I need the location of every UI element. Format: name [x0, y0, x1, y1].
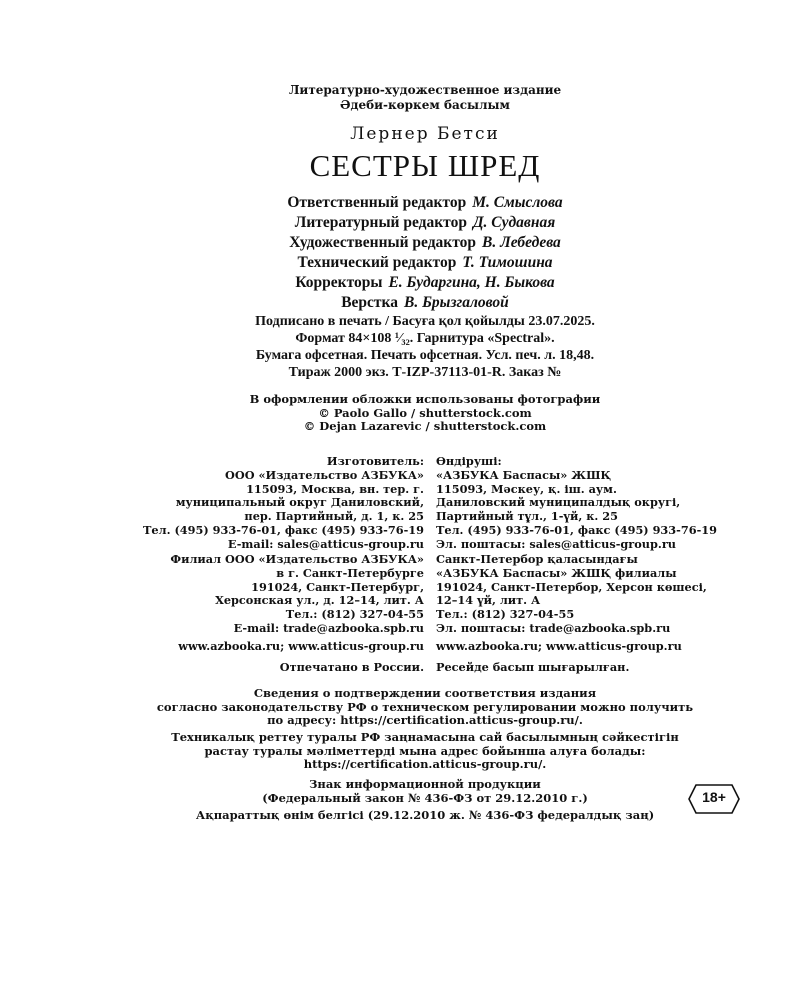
- staff-role: Технический редактор: [297, 254, 457, 271]
- edition-type-kz: Әдеби-көркем басылым: [340, 98, 510, 112]
- branch-ru: [120, 553, 424, 636]
- branch-kz-line: Эл. поштасы: trade@azbooka.spb.ru: [436, 620, 671, 635]
- branch-ru-line: Херсонская ул., д. 12–14, лит. А: [215, 593, 424, 608]
- branch-kz-line: Тел.: (812) 327-04-55: [436, 607, 575, 622]
- manufacturer-ru-line: муниципальный округ Даниловский,: [175, 495, 424, 510]
- branch-ru-line: 191024, Санкт-Петербург,: [251, 579, 424, 594]
- staff-name: Е. Бударгина, Н. Быкова: [388, 274, 555, 291]
- info-sign-kz: Ақпараттық өнім белгісі (29.12.2010 ж. № 436-ФЗ федералдық заң): [195, 808, 655, 822]
- staff-name: В. Лебедева: [482, 234, 561, 251]
- manufacturer-kz: [436, 455, 756, 552]
- staff-line: [0, 293, 800, 313]
- info-sign-law: (Федеральный закон № 436-ФЗ от 29.12.2010 г.): [262, 790, 588, 805]
- branch-ru-line: Тел.: (812) 327-04-55: [285, 607, 424, 622]
- staff-name: Т. Тимошина: [462, 254, 553, 271]
- branch-kz: [436, 553, 756, 636]
- manufacturer-ru-line: Изготовитель:: [326, 454, 424, 468]
- print-info-signed: Подписано в печать / Басуға қол қойылды 23.07.2025.: [255, 314, 595, 329]
- staff-role: Художественный редактор: [289, 234, 477, 251]
- staff-role: Верстка: [341, 294, 398, 311]
- manufacturer-ru: [120, 455, 424, 552]
- print-info: [0, 313, 800, 381]
- staff-name: Д. Судавная: [472, 214, 556, 231]
- branch-ru-line: E-mail: trade@azbooka.spb.ru: [233, 620, 424, 635]
- manufacturer-ru-line: 115093, Москва, вн. тер. г.: [246, 481, 424, 496]
- staff-line: [0, 233, 800, 253]
- staff-line: [0, 193, 800, 213]
- staff-role: Литературный редактор: [294, 214, 467, 231]
- manufacturer-kz-line: «АЗБУКА Баспасы» ЖШҚ: [436, 467, 612, 482]
- info-sign: [0, 778, 800, 805]
- manufacturer-kz-line: Өндіруші:: [436, 454, 502, 468]
- manufacturer-ru-line: Тел. (495) 933-76-01, факс (495) 933-76-19: [143, 522, 424, 537]
- staff-role: Ответственный редактор: [287, 194, 467, 211]
- cover-credits-title: В оформлении обложки использованы фотографии: [249, 392, 601, 406]
- manufacturer-kz-line: 115093, Мәскеу, қ. іш. аум.: [436, 481, 617, 496]
- print-info-paper: Бумага офсетная. Печать офсетная. Усл. печ. л. 18,48.: [255, 348, 595, 363]
- websites-ru: www.azbooka.ru; www.atticus-group.ru: [178, 639, 424, 653]
- branch-kz-line: «АЗБУКА Баспасы» ЖШҚ филиалы: [436, 565, 677, 580]
- branch-kz-line: 12–14 үй, лит. А: [436, 593, 541, 608]
- staff-line: [0, 273, 800, 293]
- staff-name: М. Смыслова: [472, 194, 563, 211]
- manufacturer-ru-line: E-mail: sales@atticus-group.ru: [227, 536, 424, 551]
- certification-kz-line: https://certification.atticus-group.ru/.: [303, 757, 547, 771]
- manufacturer-kz-line: Даниловский муниципалдық округі,: [436, 495, 681, 510]
- staff-line: [0, 253, 800, 273]
- age-rating-badge: [688, 784, 740, 814]
- certification-ru-line: Сведения о подтверждении соответствия издания: [253, 686, 597, 700]
- manufacturer-kz-line: Тел. (495) 933-76-01, факс (495) 933-76-19: [436, 522, 717, 537]
- cover-credit-1: © Paolo Gallo / shutterstock.com: [318, 405, 532, 420]
- certification-ru: [0, 687, 800, 728]
- manufacturer-ru-line: ООО «Издательство АЗБУКА»: [225, 467, 424, 482]
- staff-name: В. Брызгаловой: [404, 294, 509, 311]
- cover-credits: [0, 393, 800, 434]
- certification-kz: [0, 731, 800, 772]
- branch-kz-line: Санкт-Петербор қаласындағы: [436, 552, 638, 566]
- manufacturer-kz-line: Эл. поштасы: sales@atticus-group.ru: [436, 536, 676, 551]
- author-name: Лернер Бетси: [350, 124, 500, 144]
- staff-line: [0, 213, 800, 233]
- staff-role: Корректоры: [295, 274, 383, 291]
- print-info-run: Тираж 2000 экз. Т-IZP-37113-01-R. Заказ №: [288, 365, 562, 380]
- printed-in-ru: Отпечатано в России.: [279, 660, 424, 674]
- print-info-format: Формат 84×108 ¹⁄₃₂. Гарнитура «Spectral».: [295, 331, 555, 346]
- certification-kz-line: растау туралы мәліметтерді мына адрес бойынша алуға болады:: [204, 743, 646, 758]
- age-rating-label: 18+: [702, 789, 726, 805]
- branch-ru-line: Филиал ООО «Издательство АЗБУКА»: [170, 552, 424, 566]
- cover-credit-2: © Dejan Lazarevic / shutterstock.com: [303, 419, 547, 433]
- manufacturer-kz-line: Партийный тұл., 1-үй, к. 25: [436, 509, 618, 524]
- certification-ru-line: согласно законодательству РФ о техническом регулировании можно получить: [156, 699, 694, 714]
- websites-kz: www.azbooka.ru; www.atticus-group.ru: [436, 639, 682, 653]
- editorial-staff: [0, 193, 800, 313]
- manufacturer-ru-line: пер. Партийный, д. 1, к. 25: [244, 509, 424, 524]
- certification-ru-line: по адресу: https://certification.atticus-group.ru/.: [267, 713, 583, 727]
- branch-kz-line: 191024, Санкт-Петербор, Херсон көшесі,: [436, 579, 707, 594]
- edition-type: [0, 83, 800, 113]
- book-title: СЕСТРЫ ШРЕД: [309, 148, 541, 183]
- edition-type-ru: Литературно-художественное издание: [288, 83, 562, 97]
- certification-kz-line: Техникалық реттеу туралы РФ заңнамасына сай басылымның сәйкестігін: [171, 730, 679, 744]
- branch-ru-line: в г. Санкт-Петербурге: [276, 565, 424, 580]
- info-sign-title: Знак информационной продукции: [309, 777, 541, 791]
- printed-in-kz: Ресейде басып шығарылған.: [436, 660, 630, 674]
